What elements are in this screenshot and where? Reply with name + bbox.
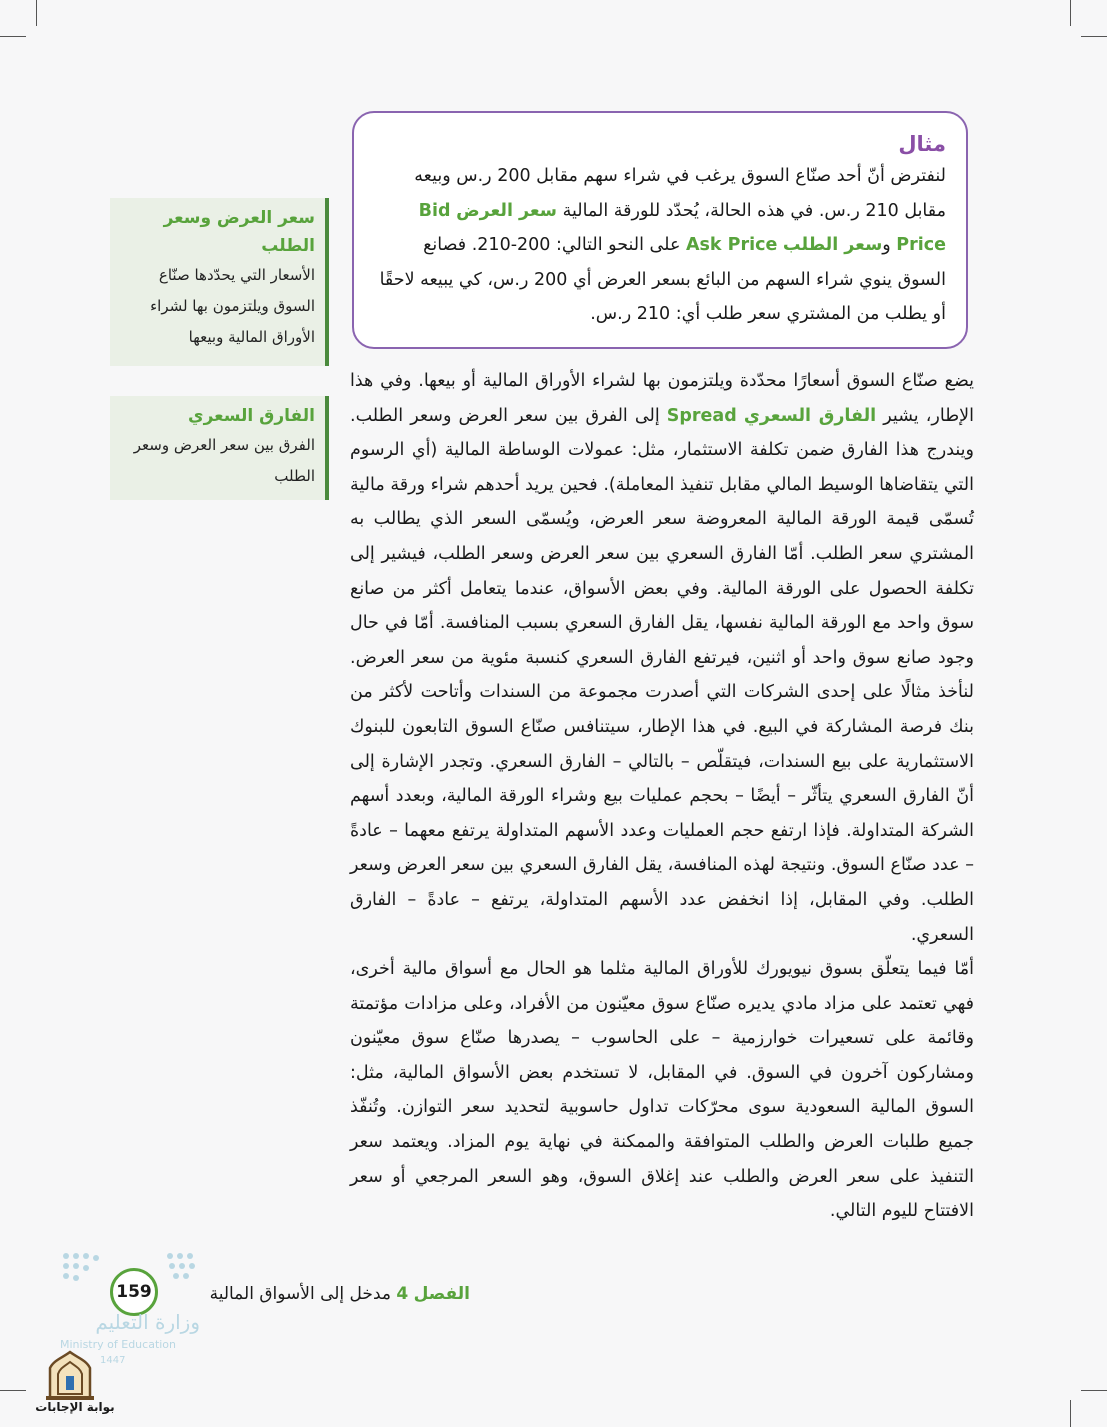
glossary-definition: الأسعار التي يحدّدها صنّاع السوق ويلتزمون بها لشراء الأوراق المالية وبيعها [150,266,315,346]
example-text-part: لنفترض أنّ أحد صنّاع السوق يرغب في شراء سهم مقابل 200 ر.س وبيعه مقابل 210 ر.س. في هذه الحالة، يُحدّد للورقة المالية [414,166,946,221]
ministry-year: 1447 [100,1355,126,1366]
chapter-label: الفصل [413,1284,470,1304]
paragraph-part: يضع صنّاع السوق أسعارًا محدّدة ويلتزمون بها لشراء الأوراق المالية أو بيعها. وفي هذا الإطار، يشير [350,371,974,426]
example-text-part: و [882,235,897,255]
bid-price-en: Bid Price [418,200,946,255]
crop-mark [1081,36,1107,37]
paragraph: أمّا فيما يتعلّق بسوق نيويورك للأوراق المالية مثلما هو الحال مع أسواق مالية أخرى، فهي تعتمد على مزاد مادي يديره صنّاع سوق معيّنون من الأفراد، وعلى مزادات مؤتمتة وقائمة على تسعيرات خوارزمية – على الحاسوب – يصدرها صنّاع سوق معيّنون ومشاركون آخرون في السوق. في المقابل، لا تستخدم بعض الأسواق المالية، مثل: السوق المالية السعودية سوى محرّكات تداول حاسوبية لتحديد سعر التوازن. وتُنفّذ جميع طلبات العرض والطلب المتوافقة والممكنة في نهاية يوم المزاد. ويعتمد سعر التنفيذ على سعر العرض والطلب عند إغلاق السوق، وهو السعر المرجعي أو سعر الافتتاح لليوم التالي. [350,959,974,1222]
paragraph-part: إلى الفرق بين سعر العرض وسعر الطلب. ويندرج هذا الفارق ضمن تكلفة الاستثمار، مثل: عمولات الوساطة المالية (أي الرسوم التي يتقاضاها الوسيط المالي مقابل تنفيذ المعاملة). فحين يريد أحدهم شراء ورقة مالية تُسمّى قيمة الورقة المالية المعروضة سعر العرض، ويُسمّى السعر الذي يطالب به المشتري سعر الطلب. أمّا الفارق السعري بين سعر العرض وسعر الطلب، فيشير إلى تكلفة الحصول على الورقة المالية. وفي بعض الأسواق، عندما يتعامل أكثر من صانع سوق واحد مع الورقة المالية نفسها، يقل الفارق السعري بسبب المنافسة. أمّا في حال وجود صانع سوق واحد أو اثنين، فيرتفع الفارق السعري كنسبة مئوية من سعر العرض. لنأخذ مثالًا على إحدى الشركات التي أصدرت مجموعة من السندات وأتاحت لأكثر من بنك فرصة المشاركة في البيع. في هذا الإطار، سيتنافس صنّاع السوق التابعون للبنوك الاستثمارية على بيع السندات، فيتقلّص – بالتالي – الفارق السعري. وتجدر الإشارة إلى أنّ الفارق السعري يتأثّر – أيضًا – بحجم عمليات بيع وشراء الورقة المالية، وبعدد أسهم الشركة المتداولة. فإذا ارتفع حجم العمليات وعدد الأسهم المتداولة يرتفع معهما – عادةً – عدد صنّاع السوق. ونتيجة لهذه المنافسة، يقل الفارق السعري بين سعر العرض وسعر الطلب. وفي المقابل، إذا انخفض عدد الأسهم المتداولة، يرتفع – عادةً – الفارق السعري. [350,405,974,945]
glossary-term: الفارق السعري [188,406,315,426]
glossary-card-spread [110,396,329,500]
bid-price-term: سعر العرض [456,200,558,221]
paragraph [350,364,974,952]
crop-mark [36,0,37,26]
glossary-definition: الفرق بين سعر العرض وسعر الطلب [133,436,315,485]
example-text-part: على النحو التالي: 200-210. فصانع السوق ينوي شراء السهم من البائع بسعر العرض أي 200 ر.س، كي يبيعه لاحقًا أو يطلب من المشتري سعر طلب أي: 210 ر.س. [379,235,946,324]
chapter-title: مدخل إلى الأسواق المالية [209,1284,391,1304]
main-text [350,364,974,1229]
crop-mark [1070,0,1071,26]
chapter-number: 4 [396,1284,409,1304]
ministry-name-arabic: وزارة التعليم [95,1310,200,1334]
example-text [374,159,946,332]
ministry-name-english: Ministry of Education [60,1338,177,1351]
glossary-term: سعر العرض وسعر الطلب [163,208,315,256]
ask-price-term: سعر الطلب [782,235,883,255]
ask-price-en: Ask Price [685,235,778,255]
crop-mark [0,1390,26,1391]
chapter-footer [190,1280,470,1308]
page-number: 159 [110,1268,158,1316]
crop-mark [1070,1400,1071,1427]
crop-mark [1081,1390,1107,1391]
example-title: مثال [898,132,946,156]
example-box [352,111,968,349]
crop-mark [0,36,26,37]
glossary-card-bid-ask [110,198,329,366]
spread-en: Spread [666,405,737,426]
portal-label: بوابة الإجابات [35,1400,115,1414]
ministry-dots-icon [60,1250,200,1290]
portal-logo-icon [42,1350,98,1402]
spread-term: الفارق السعري [743,405,877,426]
